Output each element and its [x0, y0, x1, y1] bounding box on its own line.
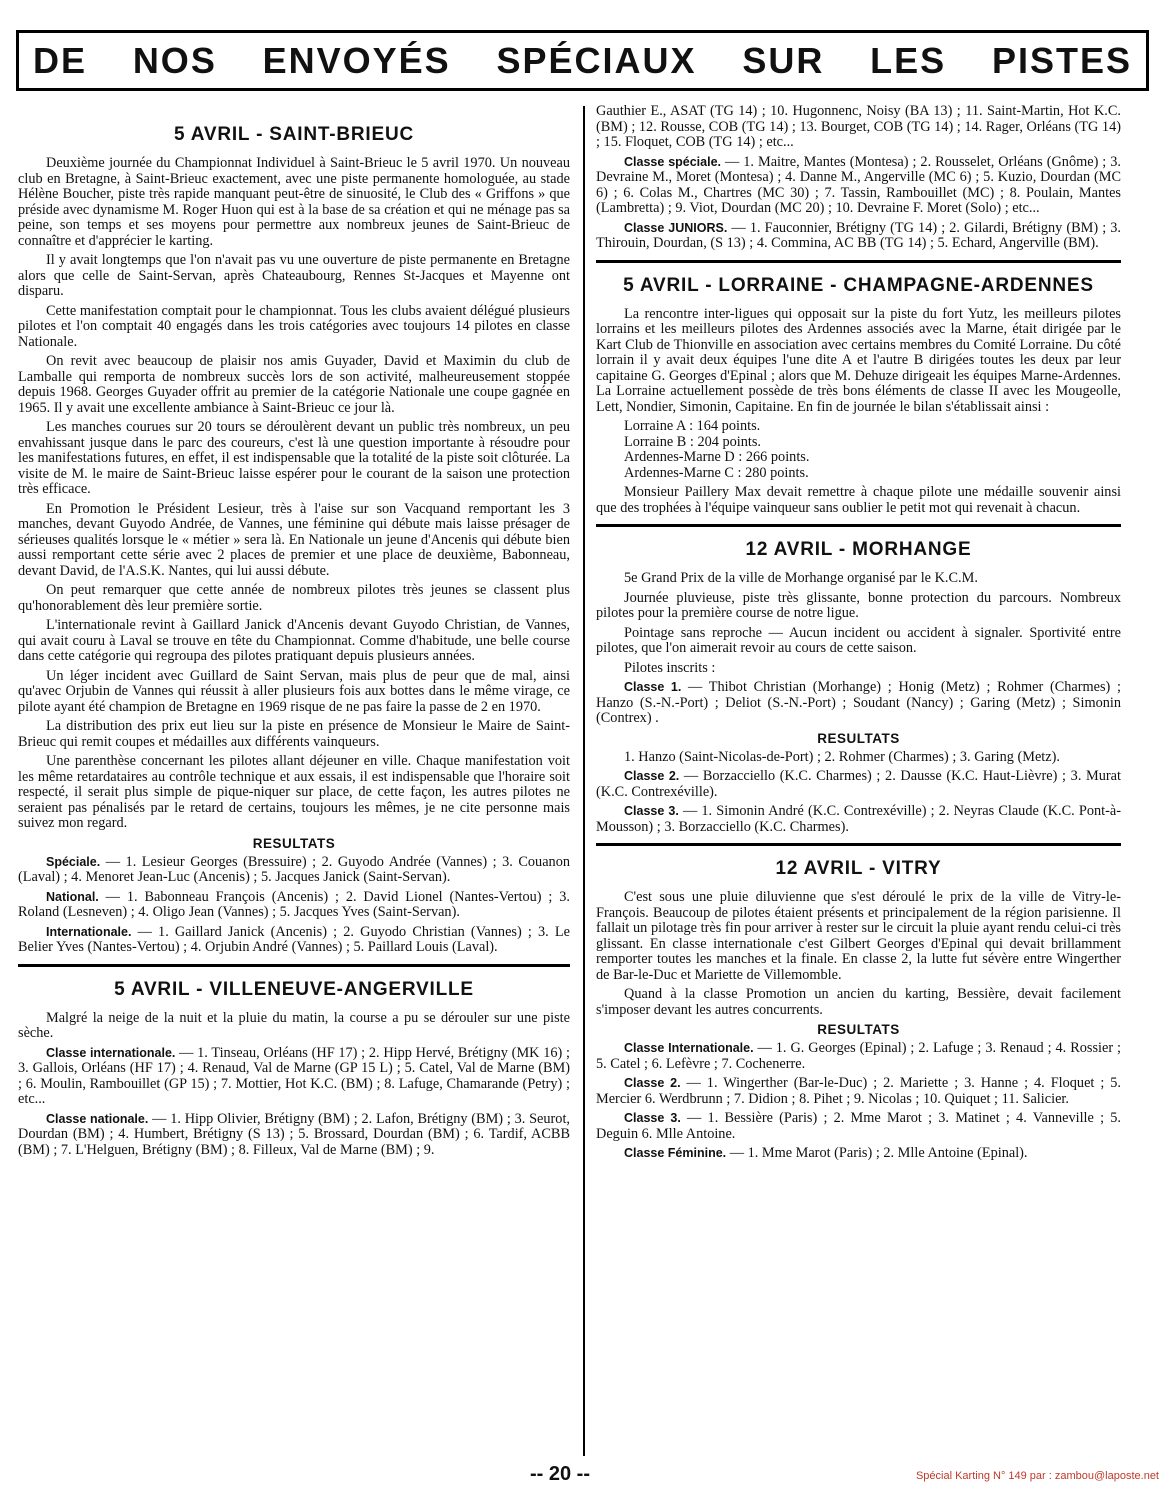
article-villeneuve-angerville — [18, 979, 570, 1159]
result-label: Classe 3. — [624, 804, 679, 818]
article-title: 5 AVRIL - SAINT-BRIEUC — [174, 124, 414, 145]
result-entry — [596, 1041, 1121, 1072]
result-text: — 1. Mme Marot (Paris) ; 2. Mlle Antoine (Epinal). — [726, 1145, 1028, 1161]
paragraph: Il y avait longtemps que l'on n'avait pas vu une ouverture de piste permanente en Bretagne alors que celle de Saint-Servan, après Chateaubourg, Rennes St-Jacques et Mayenne ont disparu. — [18, 252, 570, 299]
result-text: — 1. Tinseau, Orléans (HF 17) ; 2. Hipp Hervé, Brétigny (MK 16) ; 3. Gallois, Orléans (HF 17) ; 4. Renaud, Val de Marne (GP 15 L) ; 5. Catel, Val de Marne (BM) ; 6. Moulin, Rambouillet (GP 15) ; 7. Mottier, Hot K.C. (BM) ; 8. Lafuge, Chamarande (Petry) ; etc... — [18, 1044, 570, 1107]
result-label: Classe 2. — [624, 1076, 681, 1090]
result-text: — Borzacciello (K.C. Charmes) ; 2. Dausse (K.C. Haut-Lièvre) ; 3. Murat (K.C. Contrexéville). — [596, 768, 1121, 800]
right-column — [596, 104, 1121, 1454]
paragraph: Pointage sans reproche — Aucun incident ou accident à signaler. Sportivité entre pilotes, que l'on aimerait revoir au cours de cette saison. — [596, 624, 1121, 656]
result-label: National. — [46, 889, 99, 904]
paragraph: Cette manifestation comptait pour le championnat. Tous les clubs avaient délégué plusieurs pilotes et l'on comptait 40 engagés dans les trois catégories avec toujours 14 pilotes en classe Nationale. — [18, 302, 570, 350]
paragraph: Monsieur Paillery Max devait remettre à chaque pilote une médaille souvenir ainsi que des trophées à l'équipe vainqueur sans oublier le petit mot qui revenait à chacun. — [596, 484, 1121, 516]
result-entry — [596, 804, 1121, 835]
section-divider — [18, 964, 570, 967]
paragraph: La distribution des prix eut lieu sur la piste en présence de Monsieur le Maire de Saint-Brieuc qui remit coupes et médailles aux différents vainqueurs. — [18, 718, 570, 750]
result-entry — [596, 1146, 1121, 1162]
result-label: Classe internationale. — [46, 1045, 176, 1060]
result-entry — [596, 769, 1121, 800]
points-line: Lorraine B : 204 points. — [624, 433, 761, 450]
banner-word: ENVOYÉS — [262, 39, 451, 81]
page-banner — [16, 30, 1149, 91]
points-line: Lorraine A : 164 points. — [624, 418, 761, 434]
paragraph: Malgré la neige de la nuit et la pluie du matin, la course a pu se dérouler sur une piste sèche. — [18, 1009, 570, 1041]
article-title: 12 AVRIL - MORHANGE — [745, 539, 972, 560]
points-line: Ardennes-Marne C : 280 points. — [624, 464, 809, 481]
paragraph: 1. Hanzo (Saint-Nicolas-de-Port) ; 2. Rohmer (Charmes) ; 3. Garing (Metz). — [624, 748, 1060, 765]
result-label: Classe 1. — [624, 680, 682, 694]
banner-word: SUR — [742, 39, 825, 81]
paragraph: L'internationale revint à Gaillard Janick d'Ancenis devant Guyodo Christian, de Vannes, qui avait couru à Laval se trouve en tête du Championnat. Comme d'habitude, une belle course dans cette catégorie qui regroupa des pilotes pratiquant depuis plusieurs années. — [18, 617, 570, 664]
paragraph: En Promotion le Président Lesieur, très à l'aise sur son Vacquand remportant les 3 manches, devant Guyodo Andrée, de Vannes, une féminine qui débute mais laisse présager de sérieuses qualités lorsque le « métier » sera là. En Nationale un jeune d'Ancenis qui débute bien aussi remportant cette série avec 2 places de premier et une place de deuxième, Babonneau, devant David, de l'A.S.K. Nantes, qui lui aussi débute. — [18, 500, 570, 579]
article-morhange — [596, 539, 1121, 835]
result-text: — 1. Fauconnier, Brétigny (TG 14) ; 2. Gilardi, Brétigny (BM) ; 3. Thirouin, Dourdan, (S 13) ; 4. Commina, AC BB (TG 14) ; 5. Echard, Angerville (BM). — [596, 219, 1121, 251]
result-label: Internationale. — [46, 924, 132, 939]
paragraph: 5e Grand Prix de la ville de Morhange organisé par le K.C.M. — [624, 570, 978, 586]
results-heading: RESULTATS — [252, 835, 336, 851]
result-text: — 1. Maitre, Mantes (Montesa) ; 2. Rousselet, Orléans (Gnôme) ; 3. Devraine M., Moret (Montesa) ; 4. Danne M., Angerville (MC 6) ; 5. Kuzio, Dourdan (MC 6) ; 6. Colas M., Chartres (MC 30) ; 7. Tassin, Rambouillet (MC) ; 8. Poulain, Mantes (Lambretta) ; 9. Viot, Dourdan (MC 20) ; 10. Devraine F. Moret (Solo) ; etc... — [596, 153, 1121, 216]
result-entry — [18, 1046, 570, 1108]
result-label: Classe nationale. — [46, 1111, 149, 1126]
result-entry — [18, 1112, 570, 1159]
paragraph: Une parenthèse concernant les pilotes allant déjeuner en ville. Chaque manifestation voit les même retardataires au contrôle technique et aux essais, il est indispensable que l'horaire soit respecté, il serait plus simple de pique-niquer sur place, de cette façon, les autres pilotes ne seraient pas pénalisés par le retard de certains, toujours les mêmes, je ne cite personne mais suivez mon regard. — [18, 753, 570, 831]
article-title: 5 AVRIL - LORRAINE - CHAMPAGNE-ARDENNES — [623, 274, 1094, 296]
result-label: Classe 2. — [624, 769, 680, 783]
paragraph: Pilotes inscrits : — [624, 659, 716, 676]
paragraph: Un léger incident avec Guillard de Saint Servan, mais plus de peur que de mal, ainsi qu'avec Orjubin de Vannes qui réussit à aller plusieurs fois aux bottes dans le même virage, ce pilote ayant été champion de Bretagne en 1969 risque de ne pas faire la passe de 2 en 1970. — [18, 667, 570, 715]
page-number: -- 20 -- — [530, 1463, 590, 1485]
result-label: Classe Internationale. — [624, 1041, 754, 1055]
article-villeneuve-continued — [596, 104, 1121, 252]
paragraph: C'est sous une pluie diluvienne que s'est déroulé le prix de la ville de Vitry-le-François. Beaucoup de pilotes étaient présents et principalement de la région parisienne. Il fallait un pilotage très fin pour arriver à rester sur le circuit la pluie ayant rendu celui-ci très glissant. En classe internationale c'est Gilbert Georges d'Epinal qui devait brillamment remporter toutes les manches et la finale. En classe 2, la lutte fut sévère entre Wingerther de Bar-le-Duc et Mariette de Villemomble. — [596, 889, 1121, 983]
result-label: Classe JUNIORS. — [624, 220, 728, 235]
result-entry — [18, 855, 570, 886]
result-text: — Thibot Christian (Morhange) ; Honig (Metz) ; Rohmer (Charmes) ; Hanzo (S.-N.-Port) ; Deliot (S.-N.-Port) ; Soudant (Nancy) ; Garing (Metz) ; Simonin (Contrex) . — [596, 679, 1121, 726]
banner-word: SPÉCIAUX — [496, 39, 697, 81]
article-lorraine-champagne — [596, 275, 1121, 517]
paragraph: Les manches courues sur 20 tours se déroulèrent devant un public très nombreux, un peu envahissant jusque dans le parc des coureurs, c'est là une question importante à résoudre pour les manifestations futures, en effet, il est indispensable que la totalité de la piste soit clôturée. La visite de M. le maire de Saint-Brieuc laisse espérer pour le courant de la saison une protection très efficace. — [18, 419, 570, 497]
result-text: — 1. G. Georges (Epinal) ; 2. Lafuge ; 3. Renaud ; 4. Rossier ; 5. Catel ; 6. Lefèvre ; 7. Cochenerre. — [596, 1040, 1121, 1072]
paragraph: On peut remarquer que cette année de nombreux pilotes très jeunes se classent plus qu'honorablement dès leur première sortie. — [18, 582, 570, 614]
article-vitry — [596, 858, 1121, 1162]
banner-word: NOS — [132, 39, 217, 81]
result-text: — 1. Lesieur Georges (Bressuire) ; 2. Guyodo Andrée (Vannes) ; 3. Couanon (Laval) ; 4. Menoret Jean-Luc (Ancenis) ; 5. Jacques Janick (Saint-Servan). — [18, 853, 570, 885]
banner-word: DE — [33, 39, 88, 81]
result-text: — 1. Wingerther (Bar-le-Duc) ; 2. Mariette ; 3. Hanne ; 4. Floquet ; 5. Mercier 6. Werdbrunn ; 7. Didion ; 8. Pihet ; 9. Nicolas ; 10. Quiquet ; 11. Salicier. — [596, 1075, 1121, 1107]
footer-credit: Spécial Karting N° 149 par : zambou@laposte.net — [915, 1470, 1159, 1482]
paragraph: Journée pluvieuse, piste très glissante, bonne protection du parcours. Nombreux pilotes pour la première course de notre ligue. — [596, 589, 1121, 621]
banner-word: LES — [870, 39, 947, 81]
result-label: Classe spéciale. — [624, 154, 722, 169]
results-heading: RESULTATS — [817, 1022, 900, 1037]
section-divider — [596, 524, 1121, 527]
left-column — [18, 112, 570, 1462]
article-saint-brieuc — [18, 124, 570, 956]
result-entry — [18, 925, 570, 956]
points-line: Ardennes-Marne D : 266 points. — [624, 449, 810, 465]
results-heading: RESULTATS — [817, 730, 900, 746]
article-title: 5 AVRIL - VILLENEUVE-ANGERVILLE — [114, 978, 474, 1000]
section-divider — [596, 843, 1121, 846]
section-divider — [596, 260, 1121, 263]
paragraph: On revit avec beaucoup de plaisir nos amis Guyader, David et Maximin du club de Lamballe qui remporta de nombreux succès lors de son activité, malheureusement stoppée depuis 1968. Georges Guyader offrit au premier de la catégorie Nationale une coupe gagnée en 1965. Il y avait une excellente ambiance à Saint-Brieuc ce jour là. — [18, 353, 570, 416]
result-label: Classe Féminine. — [624, 1146, 727, 1160]
result-text: — 1. Gaillard Janick (Ancenis) ; 2. Guyodo Christian (Vannes) ; 3. Le Belier Yves (Nantes-Vertou) ; 4. Orjubin André (Vannes) ; 5. Paillard Louis (Laval). — [18, 923, 570, 955]
result-label: Spéciale. — [46, 854, 101, 869]
paragraph: La rencontre inter-ligues qui opposait sur la piste du fort Yutz, les meilleurs pilotes lorrains et les meilleurs pilotes des Ardennes associés avec la Marne, était dirigée par le Kart Club de Thionville en association avec certains membres du Comité Lorraine. Du côté lorrain il y avait deux équipes l'une dite A et l'autre B dirigées toutes les deux par leur capitaine G. Georges d'Epinal ; alors que M. Dehuze dirigeait les équipes Marne-Ardennes. La Lorraine actuellement possède de très bons éléments de classe II avec les Mougeolle, Lett, Nondier, Simonin, Capitaine. En fin de journée le bilan s'établissait ainsi : — [596, 305, 1121, 415]
banner-word: PISTES — [991, 39, 1132, 81]
result-text: — 1. Bessière (Paris) ; 2. Mme Marot ; 3. Matinet ; 4. Vanneville ; 5. Deguin 6. Mlle Antoine. — [596, 1110, 1121, 1142]
points-list — [624, 419, 1121, 481]
result-entry — [596, 155, 1121, 217]
result-entry — [596, 221, 1121, 252]
column-divider — [583, 106, 585, 1456]
paragraph: Quand à la classe Promotion un ancien du karting, Bessière, devait facilement s'imposer devant les autres concurrents. — [596, 986, 1121, 1018]
article-title: 12 AVRIL - VITRY — [775, 858, 942, 879]
paragraph: Gauthier E., ASAT (TG 14) ; 10. Hugonnenc, Noisy (BA 13) ; 11. Saint-Martin, Hot K.C. (BM) ; 12. Rousse, COB (TG 14) ; 13. Bourget, COB (TG 14) ; 14. Rager, Orléans (TG 14) ; 15. Floquet, COB (TG 14) ; etc... — [596, 104, 1121, 150]
paragraph: Deuxième journée du Championnat Individuel à Saint-Brieuc le 5 avril 1970. Un nouveau club en Bretagne, à Saint-Brieuc exactement, avec une piste permanente homologuée, au stade Hélène Boucher, piste très rapide manquant peut-être de sinuosité, le Club des « Griffons » que préside avec dynamisme M. Roger Huon qui est à la base de sa création et qui ne ménage pas sa peine, son temps et ses moyens pour permettre aux nombreux jeunes de Saint-Brieuc de connaître et d'apprécier le karting. — [18, 155, 570, 249]
result-entry — [596, 1111, 1121, 1142]
result-entry — [18, 890, 570, 921]
result-text: — 1. Hipp Olivier, Brétigny (BM) ; 2. Lafon, Brétigny (BM) ; 3. Seurot, Dourdan (BM) ; 4. Humbert, Brétigny (S 13) ; 5. Brossard, Dourdan (BM) ; 6. Tardif, ACBB (BM) ; 7. L'Helguen, Brétigny (BM) ; 8. Filleux, Val de Marne (BM) ; 9. — [18, 1110, 570, 1158]
result-text: — 1. Babonneau François (Ancenis) ; 2. David Lionel (Nantes-Vertou) ; 3. Roland (Lesneven) ; 4. Oligo Jean (Vannes) ; 5. Jacques Yves (Saint-Servan). — [18, 888, 570, 920]
result-label: Classe 3. — [624, 1111, 681, 1125]
result-entry — [596, 680, 1121, 727]
result-entry — [596, 1076, 1121, 1107]
result-text: — 1. Simonin André (K.C. Contrexéville) ; 2. Neyras Claude (K.C. Pont-à-Mousson) ; 3. Borzacciello (K.C. Charmes). — [596, 803, 1121, 835]
